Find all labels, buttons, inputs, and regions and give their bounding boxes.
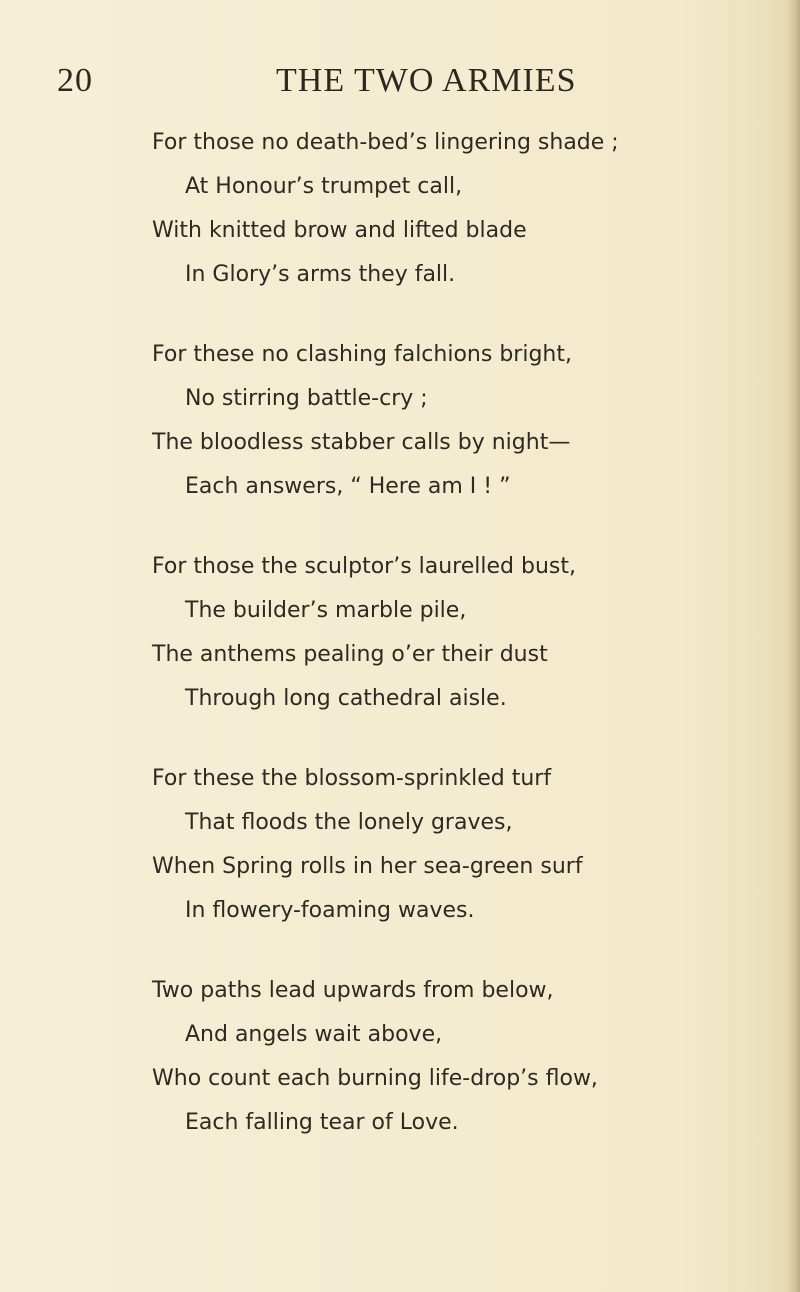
poem-line: In Glory’s arms they fall. <box>185 262 456 287</box>
poem-line: For those no death-bed’s lingering shade ; <box>152 130 619 155</box>
poem-line: Who count each burning life-drop’s flow, <box>152 1066 598 1091</box>
running-title: THE TWO ARMIES <box>276 62 577 99</box>
poem-body <box>152 121 792 1181</box>
stanza-4 <box>152 757 792 933</box>
poem-line: Each falling tear of Love. <box>185 1110 459 1135</box>
poem-line: The anthems pealing o’er their dust <box>152 642 548 667</box>
poem-line: No stirring battle-cry ; <box>185 386 428 411</box>
page-number: 20 <box>57 62 93 99</box>
poem-line: Through long cathedral aisle. <box>185 686 507 711</box>
poem-line: And angels wait above, <box>185 1022 443 1047</box>
poem-line: That floods the lonely graves, <box>185 810 513 835</box>
poem-line: The bloodless stabber calls by night— <box>152 430 571 455</box>
stanza-1 <box>152 121 792 297</box>
stanza-3 <box>152 545 792 721</box>
poem-line: The builder’s marble pile, <box>185 598 467 623</box>
poem-line: When Spring rolls in her sea-green surf <box>152 854 583 879</box>
stanza-5 <box>152 969 792 1145</box>
poem-line: Two paths lead upwards from below, <box>152 978 554 1003</box>
stanza-2 <box>152 333 792 509</box>
page-header <box>0 62 800 112</box>
poem-line: Each answers, “ Here am I ! ” <box>185 474 511 499</box>
poem-line: In flowery-foaming waves. <box>185 898 475 923</box>
poem-line: For these no clashing falchions bright, <box>152 342 572 367</box>
poem-line: For these the blossom-sprinkled turf <box>152 766 552 791</box>
poem-line: At Honour’s trumpet call, <box>185 174 463 199</box>
poem-line: With knitted brow and lifted blade <box>152 218 527 243</box>
poem-line: For those the sculptor’s laurelled bust, <box>152 554 576 579</box>
